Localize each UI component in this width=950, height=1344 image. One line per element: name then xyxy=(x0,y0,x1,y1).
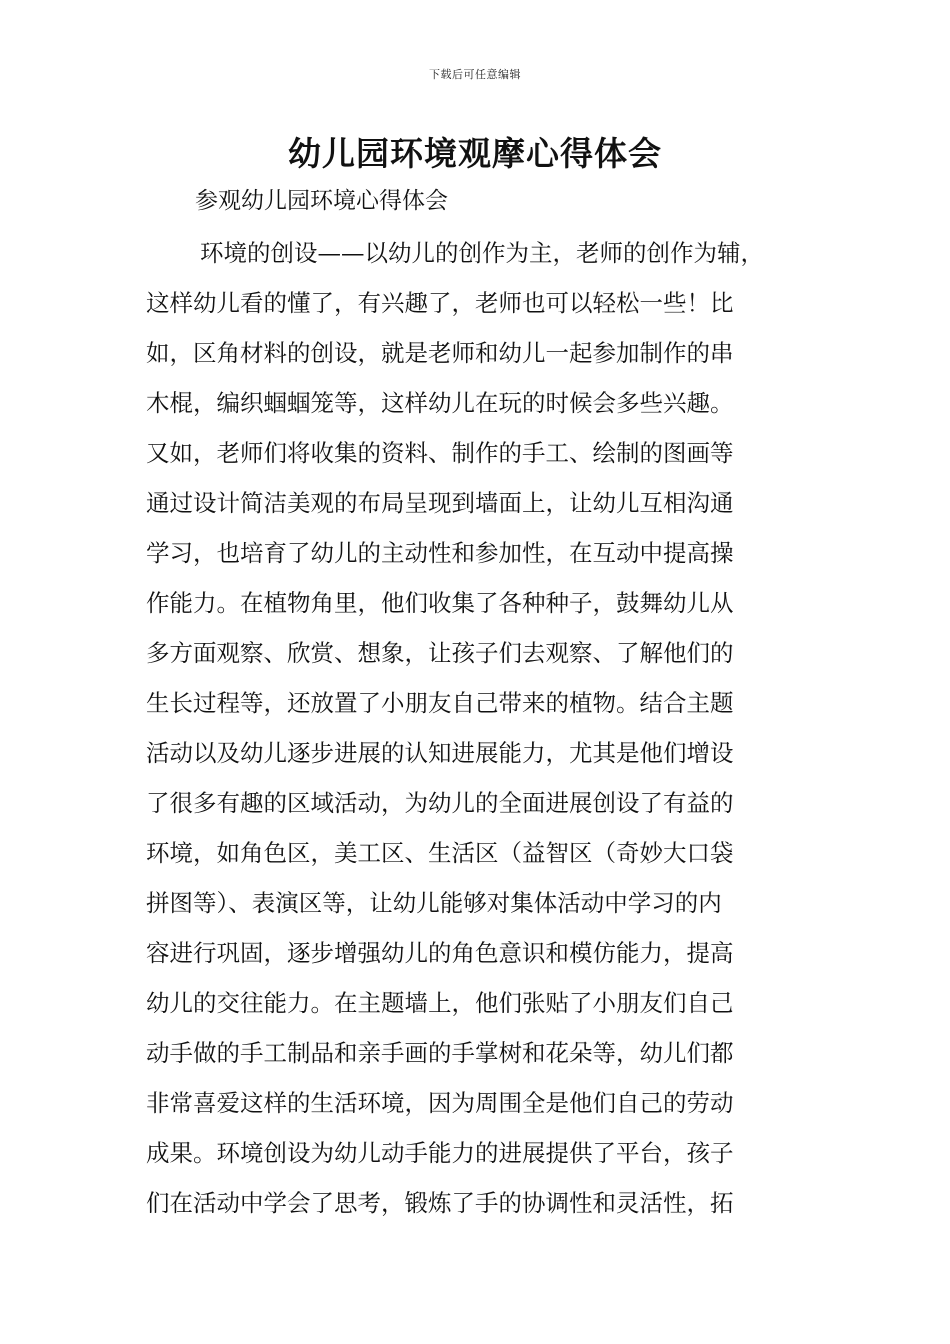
body-line: 活动以及幼儿逐步进展的认知进展能力，尤其是他们增设 xyxy=(146,739,734,767)
body-text xyxy=(146,228,836,1228)
body-line: 如，区角材料的创设，就是老师和幼儿一起参加制作的串 xyxy=(146,339,734,367)
body-line: 幼儿的交往能力。在主题墙上，他们张贴了小朋友们自己 xyxy=(146,989,734,1017)
body-line: 又如，老师们将收集的资料、制作的手工、绘制的图画等 xyxy=(146,439,734,467)
body-line: 通过设计简洁美观的布局呈现到墙面上，让幼儿互相沟通 xyxy=(146,489,734,517)
body-line: 拼图等）、表演区等，让幼儿能够对集体活动中学习的内 xyxy=(146,889,722,917)
body-line: 成果。环境创设为幼儿动手能力的进展提供了平台，孩子 xyxy=(146,1139,734,1167)
document-title: 幼儿园环境观摩心得体会 xyxy=(288,134,662,173)
body-line: 木棍，编织蝈蝈笼等，这样幼儿在玩的时候会多些兴趣。 xyxy=(146,389,734,417)
body-line: 生长过程等，还放置了小朋友自己带来的植物。结合主题 xyxy=(146,689,734,717)
body-line: 作能力。在植物角里，他们收集了各种种子，鼓舞幼儿从 xyxy=(146,589,734,617)
body-line: 环境，如角色区，美工区、生活区（益智区（奇妙大口袋 xyxy=(146,839,734,867)
body-line: 们在活动中学会了思考，锻炼了手的协调性和灵活性，拓 xyxy=(146,1189,734,1217)
header-note: 下载后可任意编辑 xyxy=(429,68,521,81)
body-line: 容进行巩固，逐步增强幼儿的角色意识和模仿能力，提高 xyxy=(146,939,734,967)
body-line: 这样幼儿看的懂了，有兴趣了，老师也可以轻松一些！比 xyxy=(146,289,734,317)
document-subtitle: 参观幼儿园环境心得体会 xyxy=(195,188,448,214)
body-line: 非常喜爱这样的生活环境，因为周围全是他们自己的劳动 xyxy=(146,1089,734,1117)
body-line: 学习，也培育了幼儿的主动性和参加性，在互动中提高操 xyxy=(146,539,734,567)
body-line: 了很多有趣的区域活动，为幼儿的全面进展创设了有益的 xyxy=(146,789,734,817)
body-line: 动手做的手工制品和亲手画的手掌树和花朵等，幼儿们都 xyxy=(146,1039,734,1067)
body-line: 环境的创设——以幼儿的创作为主，老师的创作为辅， xyxy=(200,239,764,267)
body-line: 多方面观察、欣赏、想象，让孩子们去观察、了解他们的 xyxy=(146,639,734,667)
